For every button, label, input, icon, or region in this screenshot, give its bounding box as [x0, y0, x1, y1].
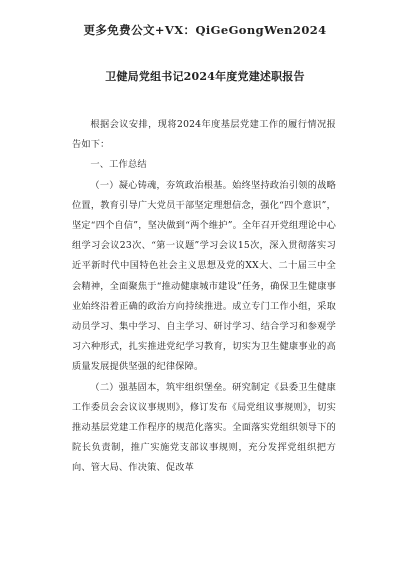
- report-body: [72, 115, 336, 479]
- promo-banner: 更多免费公文+VX：QiGeGongWen2024: [83, 23, 327, 37]
- report-title: 卫健局党组书记2024年度党建述职报告: [105, 70, 305, 83]
- body-paragraph: （二）强基固本，筑牢组织堡垒。研究制定《县委卫生健康工作委员会会议议事规则》，修订发布《局党组议事规则》，切实推动基层党建工作程序的规范化落实。全面落实党组织领导下的院长负责制，推广实施党支部议事规则，充分发挥党组织把方向、管大局、作决策、促改革: [72, 381, 336, 474]
- body-paragraph: （一）凝心铸魂，夯筑政治根基。始终坚持政治引领的战略位置，教育引导广大党员干部坚定理想信念，强化“四个意识”，坚定“四个自信”，坚决做到“两个维护”。全年召开党组理论中心组学习会议23次、“第一议题”学习会议15次，深入贯彻落实习近平新时代中国特色社会主义思想及党的XX大、二十届三中全会精神，全面聚焦于“推动健康城市建设”任务，确保卫生健康事业始终沿着正确的政治方向持续推进。成立专门工作小组，采取动员学习、集中学习、自主学习、研讨学习、结合学习和参观学习六种形式，扎实推进党纪学习教育，切实为卫生健康事业的高质量发展提供坚强的纪律保障。: [72, 179, 336, 373]
- section-heading: 一、工作总结: [90, 159, 147, 171]
- intro-paragraph: 根据会议安排，现将2024年度基层党建工作的履行情况报告如下：: [72, 119, 336, 151]
